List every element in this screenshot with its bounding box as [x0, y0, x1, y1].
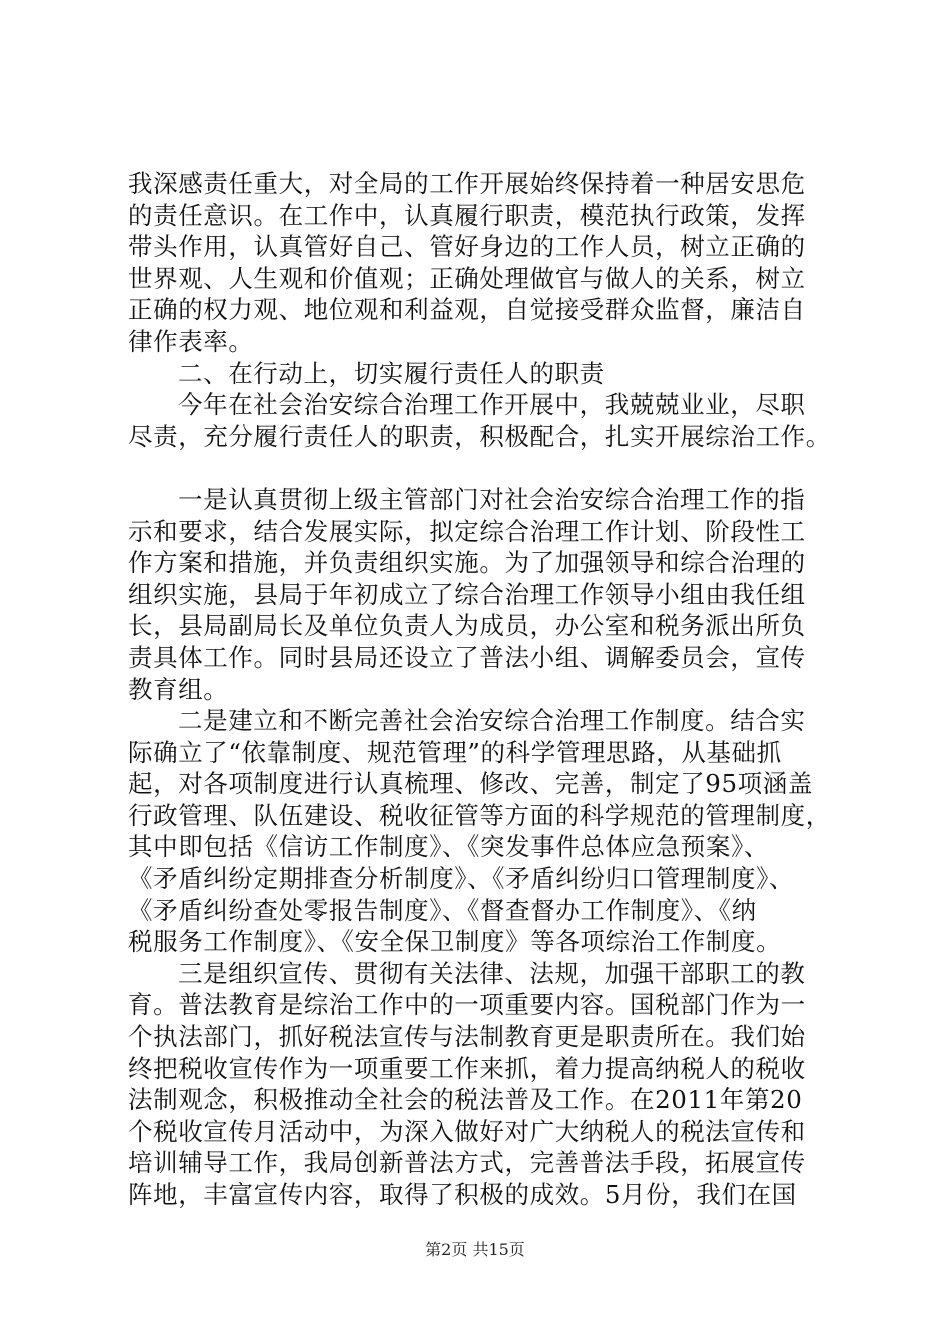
- text-line: 培训辅导工作，我局创新普法方式，完善普法手段，拓展宣传: [128, 1148, 806, 1178]
- body-text: [128, 168, 840, 1211]
- text-line: 个税收宣传月活动中，为深入做好对广大纳税人的税法宣传和: [128, 1116, 806, 1146]
- text-line: 长，县局副局长及单位负责人为成员，办公室和税务派出所负: [128, 611, 806, 641]
- text-line: 一是认真贯彻上级主管部门对社会治安综合治理工作的指: [178, 484, 806, 514]
- text-line: 育。普法教育是综治工作中的一项重要内容。国税部门作为一: [128, 990, 806, 1020]
- text-line: 带头作用，认真管好自己、管好身边的工作人员，树立正确的: [128, 232, 806, 262]
- section-heading: 二、在行动上，切实履行责任人的职责: [178, 358, 605, 388]
- text-line: 律作表率。: [128, 326, 254, 356]
- text-line: 起，对各项制度进行认真梳理、修改、完善，制定了95项涵盖: [128, 769, 813, 799]
- text-line: 示和要求，结合发展实际，拟定综合治理工作计划、阶段性工: [128, 516, 806, 546]
- text-line: 其中即包括《信访工作制度》、《突发事件总体应急预案》、: [128, 832, 769, 862]
- text-line: 正确的权力观、地位观和利益观，自觉接受群众监督，廉洁自: [128, 295, 806, 325]
- text-line: 作方案和措施，并负责组织实施。为了加强领导和综合治理的: [128, 548, 806, 578]
- text-line: 《矛盾纠纷查处零报告制度》、《督查督办工作制度》、《纳: [128, 895, 757, 925]
- text-line: 法制观念，积极推动全社会的税法普及工作。在2011年第20: [128, 1085, 803, 1115]
- text-line: 的责任意识。在工作中，认真履行职责，模范执行政策，发挥: [128, 200, 806, 230]
- text-line: 二是建立和不断完善社会治安综合治理工作制度。结合实: [178, 706, 806, 736]
- text-line: 世界观、人生观和价值观；正确处理做官与做人的关系，树立: [128, 263, 806, 293]
- paragraph-gap: [128, 452, 840, 484]
- text-line: 阵地，丰富宣传内容，取得了积极的成效。5月份，我们在国: [128, 1180, 797, 1209]
- text-line: 际确立了“依靠制度、规范管理”的科学管理思路，从基础抓: [128, 737, 782, 767]
- text-line: 个执法部门，抓好税法宣传与法制教育更是职责所在。我们始: [128, 1022, 806, 1052]
- text-line: 终把税收宣传作为一项重要工作来抓，着力提高纳税人的税收: [128, 1053, 806, 1083]
- page-number-footer: 第2页 共15页: [425, 1240, 525, 1259]
- text-line: 税服务工作制度》、《安全保卫制度》等各项综治工作制度。: [128, 927, 782, 957]
- text-line: 责具体工作。同时县局还设立了普法小组、调解委员会，宣传: [128, 642, 806, 672]
- text-line: 行政管理、队伍建设、税收征管等方面的科学规范的管理制度，: [128, 800, 831, 830]
- text-line: 《矛盾纠纷定期排查分析制度》、《矛盾纠纷归口管理制度》、: [128, 864, 795, 894]
- text-line: 教育组。: [128, 674, 229, 704]
- text-line: 三是组织宣传、贯彻有关法律、法规，加强干部职工的教: [178, 958, 806, 988]
- text-line: 组织实施，县局于年初成立了综合治理工作领导小组由我任组: [128, 579, 806, 609]
- text-line: 尽责，充分履行责任人的职责，积极配合，扎实开展综治工作。: [128, 421, 831, 451]
- text-line: 我深感责任重大，对全局的工作开展始终保持着一种居安思危: [128, 169, 806, 198]
- text-line: 今年在社会治安综合治理工作开展中，我兢兢业业，尽职: [178, 390, 806, 420]
